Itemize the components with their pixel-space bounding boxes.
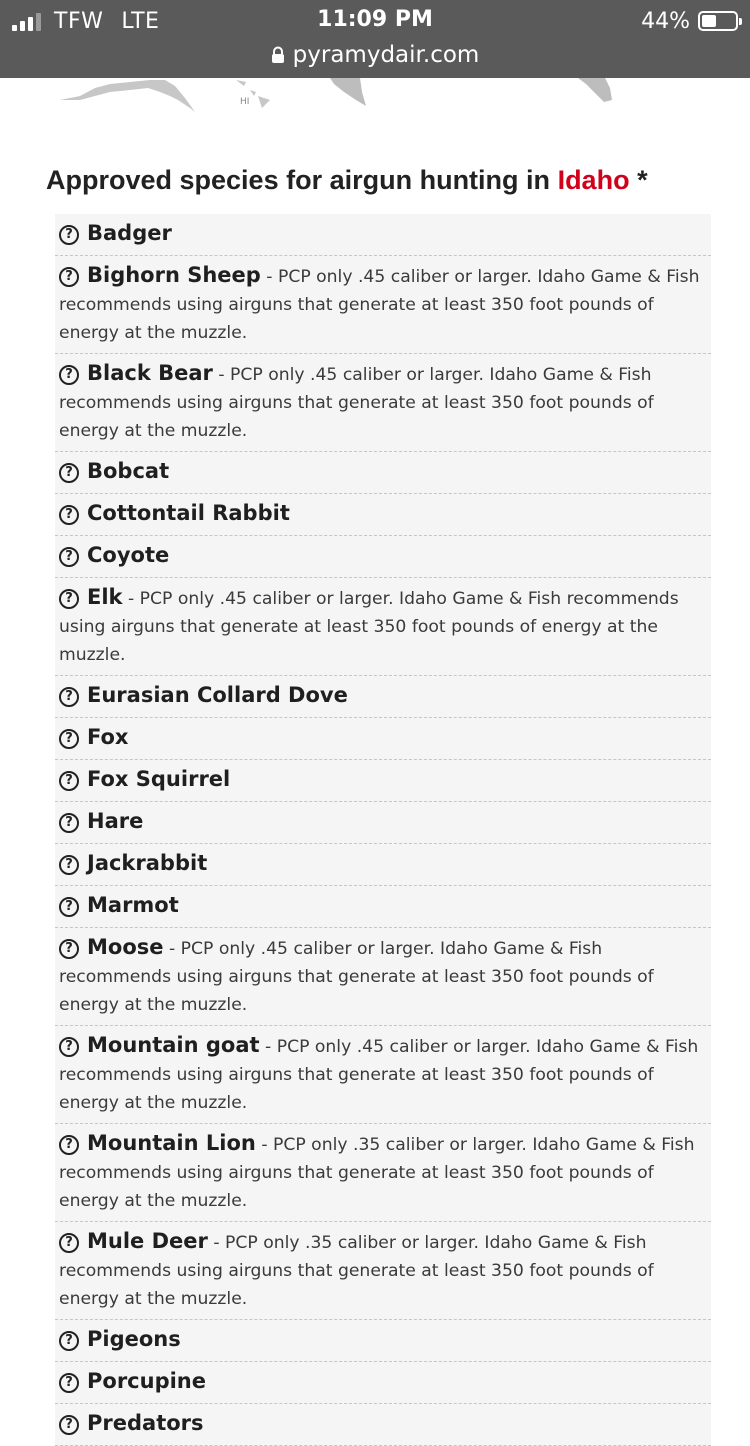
species-row bbox=[55, 1320, 711, 1362]
species-row bbox=[55, 676, 711, 718]
url-text: pyramydair.com bbox=[292, 42, 480, 68]
status-bar bbox=[0, 0, 750, 78]
species-name: Mountain goat bbox=[87, 1033, 260, 1057]
species-row bbox=[55, 1362, 711, 1404]
species-row bbox=[55, 1222, 711, 1320]
help-icon[interactable]: ? bbox=[59, 225, 79, 245]
texas-shape bbox=[330, 78, 366, 106]
species-note: - PCP only .45 caliber or larger. Idaho Game & Fish recommends using airguns that generate at least 350 foot pounds of energy at the muzzle. bbox=[59, 589, 679, 665]
help-icon[interactable]: ? bbox=[59, 771, 79, 791]
species-row bbox=[55, 802, 711, 844]
hawaii-label: HI bbox=[240, 97, 250, 107]
species-row bbox=[55, 452, 711, 494]
us-map-fragment bbox=[0, 78, 750, 138]
species-row bbox=[55, 718, 711, 760]
species-name: Badger bbox=[87, 221, 172, 245]
species-row bbox=[55, 1026, 711, 1124]
address-bar[interactable] bbox=[0, 40, 750, 70]
species-note: - PCP only .45 caliber or larger. Idaho Game & Fish recommends using airguns that generate at least 350 foot pounds of energy at the muzzle. bbox=[59, 1037, 699, 1113]
help-icon[interactable]: ? bbox=[59, 1037, 79, 1057]
page-heading bbox=[46, 165, 736, 196]
species-name: Elk bbox=[87, 585, 123, 609]
species-row bbox=[55, 354, 711, 452]
species-name: Fox Squirrel bbox=[87, 767, 231, 791]
species-name: Hare bbox=[87, 809, 144, 833]
species-name: Fox bbox=[87, 725, 129, 749]
heading-prefix: Approved species for airgun hunting in bbox=[46, 165, 551, 195]
battery-icon bbox=[698, 11, 738, 31]
heading-suffix: * bbox=[637, 165, 648, 195]
carrier-name: TFW bbox=[54, 8, 104, 34]
lock-icon bbox=[271, 46, 285, 64]
species-name: Mule Deer bbox=[87, 1229, 208, 1253]
species-name: Black Bear bbox=[87, 361, 213, 385]
species-name: Coyote bbox=[87, 543, 170, 567]
species-row bbox=[55, 494, 711, 536]
help-icon[interactable]: ? bbox=[59, 547, 79, 567]
species-row bbox=[55, 760, 711, 802]
species-row bbox=[55, 256, 711, 354]
florida-shape bbox=[578, 78, 612, 102]
help-icon[interactable]: ? bbox=[59, 1331, 79, 1351]
clock: 11:09 PM bbox=[317, 7, 433, 32]
species-row bbox=[55, 886, 711, 928]
help-icon[interactable]: ? bbox=[59, 897, 79, 917]
species-row bbox=[55, 1124, 711, 1222]
species-note: - PCP only .45 caliber or larger. Idaho Game & Fish recommends using airguns that generate at least 350 foot pounds of energy at the muzzle. bbox=[59, 939, 654, 1015]
help-icon[interactable]: ? bbox=[59, 813, 79, 833]
species-name: Pigeons bbox=[87, 1327, 181, 1351]
species-note: - PCP only .35 caliber or larger. Idaho Game & Fish recommends using airguns that generate at least 350 foot pounds of energy at the muzzle. bbox=[59, 1233, 654, 1309]
species-name: Jackrabbit bbox=[87, 851, 208, 875]
heading-state[interactable]: Idaho bbox=[557, 165, 630, 195]
species-name: Bighorn Sheep bbox=[87, 263, 261, 287]
help-icon[interactable]: ? bbox=[59, 365, 79, 385]
help-icon[interactable]: ? bbox=[59, 939, 79, 959]
species-note: - PCP only .45 caliber or larger. Idaho Game & Fish recommends using airguns that generate at least 350 foot pounds of energy at the muzzle. bbox=[59, 365, 654, 441]
help-icon[interactable]: ? bbox=[59, 1373, 79, 1393]
species-note: - PCP only .45 caliber or larger. Idaho Game & Fish recommends using airguns that generate at least 350 foot pounds of energy at the muzzle. bbox=[59, 267, 700, 343]
species-name: Bobcat bbox=[87, 459, 170, 483]
help-icon[interactable]: ? bbox=[59, 267, 79, 287]
species-name: Mountain Lion bbox=[87, 1131, 256, 1155]
species-name: Porcupine bbox=[87, 1369, 206, 1393]
battery-percentage: 44% bbox=[641, 8, 690, 34]
species-row bbox=[55, 578, 711, 676]
species-name: Eurasian Collard Dove bbox=[87, 683, 348, 707]
species-note: - PCP only .35 caliber or larger. Idaho Game & Fish recommends using airguns that generate at least 350 foot pounds of energy at the muzzle. bbox=[59, 1135, 695, 1211]
help-icon[interactable]: ? bbox=[59, 855, 79, 875]
species-row bbox=[55, 928, 711, 1026]
help-icon[interactable]: ? bbox=[59, 1233, 79, 1253]
status-bar-right bbox=[641, 8, 738, 34]
help-icon[interactable]: ? bbox=[59, 505, 79, 525]
species-name: Cottontail Rabbit bbox=[87, 501, 290, 525]
help-icon[interactable]: ? bbox=[59, 729, 79, 749]
help-icon[interactable]: ? bbox=[59, 463, 79, 483]
help-icon[interactable]: ? bbox=[59, 589, 79, 609]
species-row bbox=[55, 1404, 711, 1446]
species-row bbox=[55, 536, 711, 578]
species-name: Predators bbox=[87, 1411, 204, 1435]
help-icon[interactable]: ? bbox=[59, 687, 79, 707]
network-type: LTE bbox=[121, 8, 160, 34]
species-name: Moose bbox=[87, 935, 164, 959]
alaska-shape bbox=[60, 80, 195, 112]
species-list bbox=[55, 214, 711, 1446]
species-name: Marmot bbox=[87, 893, 179, 917]
species-row bbox=[55, 214, 711, 256]
help-icon[interactable]: ? bbox=[59, 1415, 79, 1435]
help-icon[interactable]: ? bbox=[59, 1135, 79, 1155]
species-row bbox=[55, 844, 711, 886]
